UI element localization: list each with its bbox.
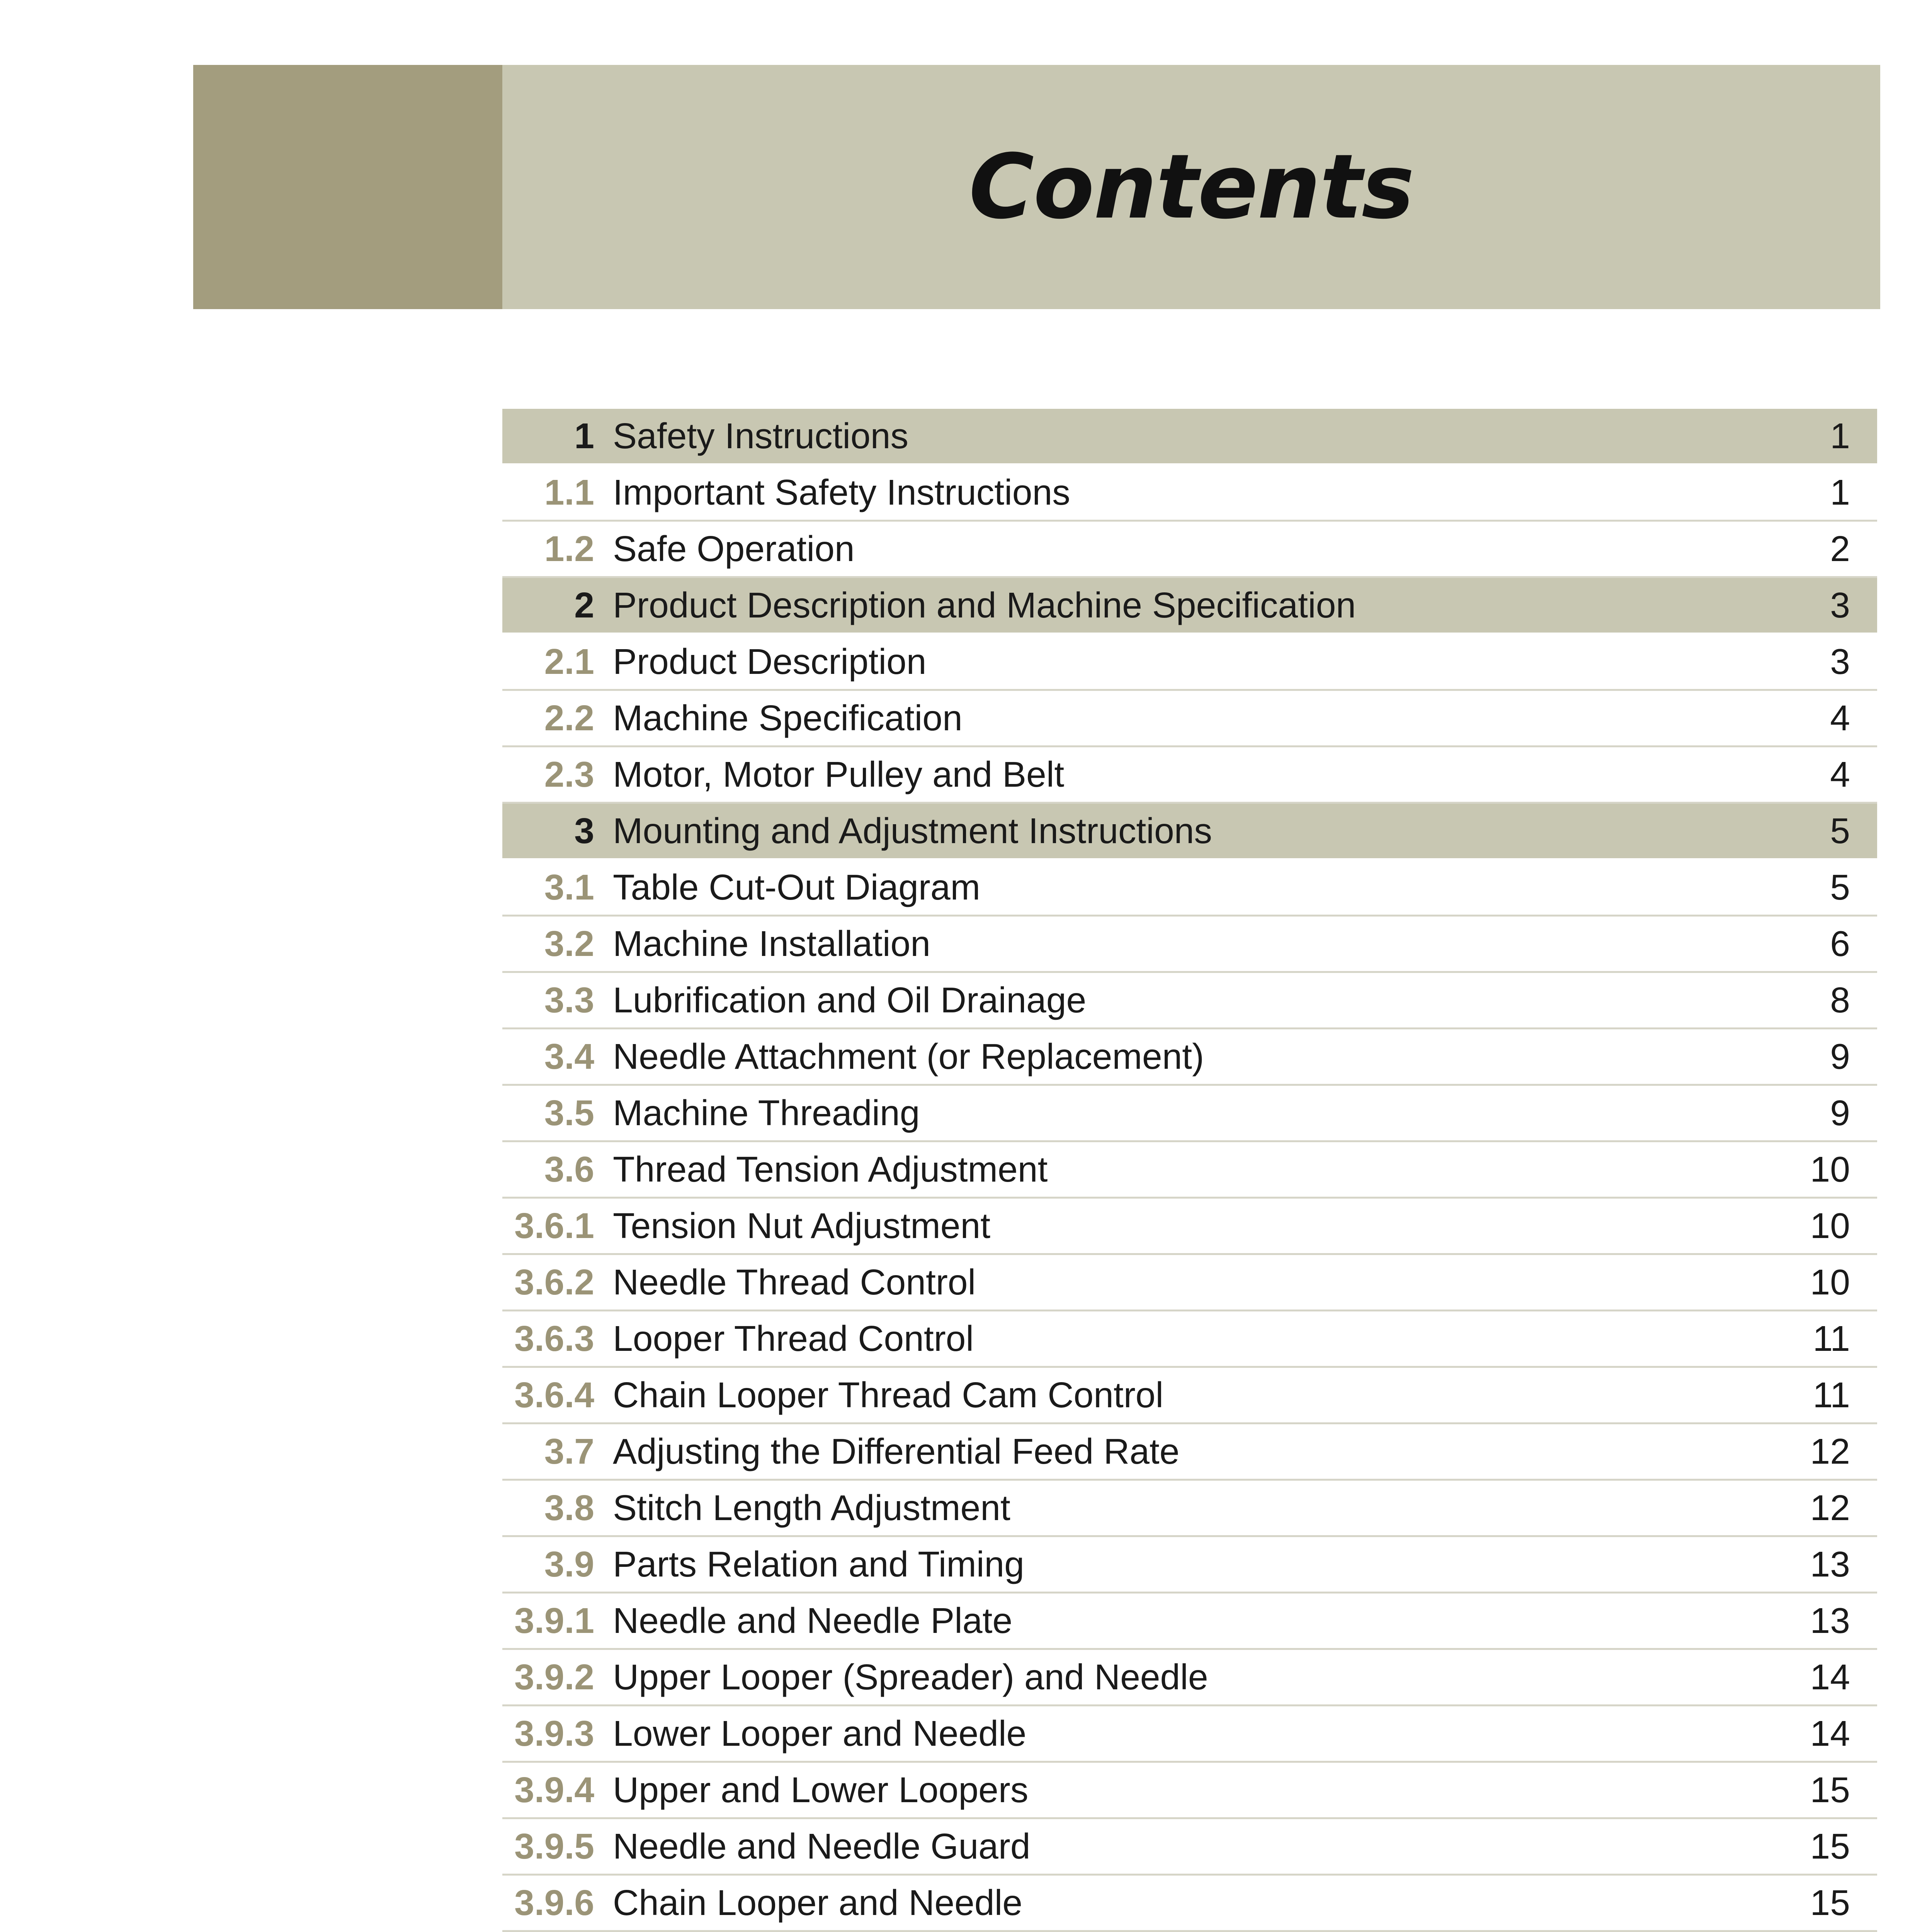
toc-section-number: 3.9 (544, 1544, 594, 1584)
toc-section-row[interactable] (502, 1481, 1877, 1537)
toc-section-row[interactable] (502, 1594, 1877, 1650)
toc-section-title: Parts Relation and Timing (613, 1544, 1024, 1584)
toc-section-row[interactable] (502, 1029, 1877, 1086)
toc-section-title: Lubrification and Oil Drainage (613, 980, 1087, 1020)
toc-section-row[interactable] (502, 1311, 1877, 1368)
toc-page-number: 11 (1813, 1318, 1850, 1359)
table-of-contents (502, 409, 1877, 1932)
toc-section-number: 3.9.4 (514, 1770, 594, 1810)
toc-section-title: Chain Looper and Needle (613, 1883, 1022, 1923)
toc-section-number: 3.9.3 (514, 1713, 594, 1753)
toc-section-number: 3.8 (544, 1488, 594, 1528)
toc-section-number: 2 (574, 585, 594, 625)
toc-section-row[interactable] (502, 1199, 1877, 1255)
toc-section-row[interactable] (502, 522, 1877, 578)
toc-section-title: Machine Threading (613, 1093, 920, 1133)
toc-section-row[interactable] (502, 1368, 1877, 1424)
toc-section-title: Machine Installation (613, 923, 930, 964)
toc-section-number: 3.6.2 (514, 1262, 594, 1302)
toc-section-row[interactable] (502, 1763, 1877, 1819)
toc-page-number: 15 (1810, 1826, 1850, 1866)
toc-chapter-row[interactable] (502, 409, 1877, 465)
toc-section-number: 3 (574, 811, 594, 851)
toc-section-title: Machine Specification (613, 698, 963, 738)
toc-section-row[interactable] (502, 747, 1877, 804)
toc-section-title: Needle Attachment (or Replacement) (613, 1036, 1204, 1077)
toc-section-number: 1 (574, 416, 594, 456)
toc-page-number: 12 (1810, 1431, 1850, 1471)
toc-section-title: Product Description and Machine Specification (613, 585, 1356, 625)
toc-page-number: 15 (1810, 1770, 1850, 1810)
toc-section-row[interactable] (502, 634, 1877, 691)
toc-section-row[interactable] (502, 917, 1877, 973)
toc-page-number: 11 (1813, 1375, 1850, 1415)
toc-section-number: 3.9.5 (514, 1826, 594, 1866)
toc-page-number: 14 (1810, 1713, 1850, 1753)
toc-page-number: 5 (1830, 867, 1850, 907)
toc-page-number: 3 (1830, 641, 1850, 682)
toc-section-title: Upper and Lower Loopers (613, 1770, 1029, 1810)
toc-page-number: 10 (1810, 1262, 1850, 1302)
toc-page-number: 4 (1830, 698, 1850, 738)
toc-section-number: 3.6.4 (514, 1375, 594, 1415)
toc-section-title: Tension Nut Adjustment (613, 1206, 991, 1246)
toc-page-number: 10 (1810, 1206, 1850, 1246)
toc-section-title: Chain Looper Thread Cam Control (613, 1375, 1164, 1415)
toc-section-title: Product Description (613, 641, 927, 682)
toc-section-number: 3.9.2 (514, 1657, 594, 1697)
toc-section-title: Needle and Needle Plate (613, 1600, 1013, 1641)
toc-page-number: 6 (1830, 923, 1850, 964)
toc-section-title: Important Safety Instructions (613, 472, 1070, 512)
toc-page-number: 2 (1830, 529, 1850, 569)
toc-section-number: 3.5 (544, 1093, 594, 1133)
toc-page-number: 10 (1810, 1149, 1850, 1189)
toc-section-row[interactable] (502, 1650, 1877, 1706)
toc-section-title: Lower Looper and Needle (613, 1713, 1027, 1753)
toc-section-number: 2.2 (544, 698, 594, 738)
toc-section-row[interactable] (502, 1255, 1877, 1311)
toc-section-number: 3.6.3 (514, 1318, 594, 1359)
toc-section-row[interactable] (502, 973, 1877, 1029)
toc-page-number: 9 (1830, 1093, 1850, 1133)
header-accent-block (193, 65, 502, 309)
toc-page-number: 3 (1830, 585, 1850, 625)
toc-section-row[interactable] (502, 860, 1877, 917)
toc-page-number: 12 (1810, 1488, 1850, 1528)
toc-section-row[interactable] (502, 465, 1877, 522)
toc-section-row[interactable] (502, 691, 1877, 747)
toc-section-title: Safety Instructions (613, 416, 909, 456)
page-title: Contents (969, 135, 1414, 239)
toc-section-number: 3.6.1 (514, 1206, 594, 1246)
toc-section-title: Needle Thread Control (613, 1262, 976, 1302)
toc-page-number: 1 (1830, 472, 1850, 512)
toc-section-number: 3.4 (544, 1036, 594, 1077)
toc-section-number: 3.9.1 (514, 1600, 594, 1641)
toc-section-title: Motor, Motor Pulley and Belt (613, 754, 1065, 794)
toc-page-number: 4 (1830, 754, 1850, 794)
toc-section-number: 3.6 (544, 1149, 594, 1189)
toc-section-title: Table Cut-Out Diagram (613, 867, 981, 907)
toc-section-row[interactable] (502, 1876, 1877, 1932)
toc-section-row[interactable] (502, 1537, 1877, 1594)
toc-section-number: 1.1 (544, 472, 594, 512)
toc-section-number: 3.7 (544, 1431, 594, 1471)
toc-page-number: 5 (1830, 811, 1850, 851)
toc-section-title: Looper Thread Control (613, 1318, 974, 1359)
toc-chapter-row[interactable] (502, 804, 1877, 860)
toc-section-number: 2.1 (544, 641, 594, 682)
toc-section-number: 3.9.6 (514, 1883, 594, 1923)
toc-section-row[interactable] (502, 1706, 1877, 1763)
toc-section-number: 3.2 (544, 923, 594, 964)
toc-section-title: Upper Looper (Spreader) and Needle (613, 1657, 1208, 1697)
toc-section-number: 1.2 (544, 529, 594, 569)
toc-section-title: Thread Tension Adjustment (613, 1149, 1048, 1189)
toc-section-row[interactable] (502, 1424, 1877, 1481)
toc-page-number: 14 (1810, 1657, 1850, 1697)
toc-section-row[interactable] (502, 1086, 1877, 1142)
toc-section-row[interactable] (502, 1819, 1877, 1876)
toc-page-number: 9 (1830, 1036, 1850, 1077)
toc-section-title: Needle and Needle Guard (613, 1826, 1031, 1866)
toc-page-number: 13 (1810, 1544, 1850, 1584)
toc-section-title: Mounting and Adjustment Instructions (613, 811, 1212, 851)
toc-section-number: 3.1 (544, 867, 594, 907)
toc-section-title: Adjusting the Differential Feed Rate (613, 1431, 1180, 1471)
header-band (193, 65, 1880, 309)
toc-section-row[interactable] (502, 1142, 1877, 1199)
toc-chapter-row[interactable] (502, 578, 1877, 634)
toc-page-number: 8 (1830, 980, 1850, 1020)
toc-page-number: 1 (1830, 416, 1850, 456)
toc-section-title: Safe Operation (613, 529, 855, 569)
toc-page-number: 15 (1810, 1883, 1850, 1923)
toc-section-number: 2.3 (544, 754, 594, 794)
toc-section-number: 3.3 (544, 980, 594, 1020)
toc-section-title: Stitch Length Adjustment (613, 1488, 1010, 1528)
toc-page-number: 13 (1810, 1600, 1850, 1641)
